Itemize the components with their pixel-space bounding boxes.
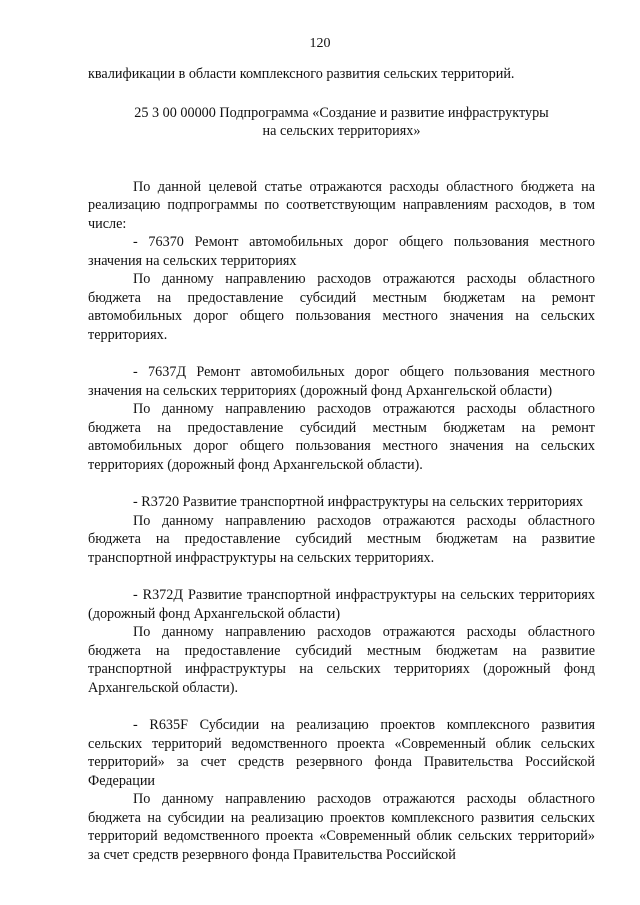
expense-item-description: По данному направлению расходов отражаются расходы областного бюджета на субсидии на реализацию проектов комплексного развития сельских территорий ведомственного проекта «Современный облик сельских территорий» за счет средств резервного фонда Правительства Российской <box>88 791 595 863</box>
expense-item-code-line: - R372Д Развитие транспортной инфраструктуры на сельских территориях (дорожный фонд Архангельской области) <box>88 587 595 622</box>
document-body <box>88 65 595 864</box>
expense-item-7637d <box>88 363 595 474</box>
expense-item-description: По данному направлению расходов отражаются расходы областного бюджета на предоставление субсидий местным бюджетам на ремонт автомобильных дорог общего пользования местного значения на сельских территориях. <box>88 271 595 343</box>
subprogram-heading-line2: на сельских территориях» <box>262 123 421 139</box>
expense-item-code-line: - 7637Д Ремонт автомобильных дорог общего пользования местного значения на сельских территориях (дорожный фонд Архангельской области) <box>88 364 595 399</box>
expense-item-code-line: - R635F Субсидии на реализацию проектов комплексного развития сельских территорий ведомственного проекта «Современный облик сельских территорий» за счет средств резервного фонда Правительства Российской Федерации <box>88 717 595 789</box>
expense-item-code-line: - R3720 Развитие транспортной инфраструктуры на сельских территориях <box>133 494 583 510</box>
expense-item-code-line: - 76370 Ремонт автомобильных дорог общего пользования местного значения на сельских территориях <box>88 234 595 269</box>
expense-item-r372d <box>88 586 595 697</box>
page-number: 120 <box>309 36 331 51</box>
continuation-paragraph: квалификации в области комплексного развития сельских территорий. <box>88 66 515 82</box>
expense-item-r635f <box>88 716 595 864</box>
expense-item-description: По данному направлению расходов отражаются расходы областного бюджета на предоставление субсидий местным бюджетам на развитие транспортной инфраструктуры на сельских территориях. <box>88 512 595 566</box>
expense-item-76370 <box>88 233 595 344</box>
intro-paragraph: По данной целевой статье отражаются расходы областного бюджета на реализацию подпрограммы по соответствующим направлениям расходов, в том числе: <box>88 178 595 232</box>
subprogram-heading <box>88 104 595 141</box>
expense-item-r3720 <box>88 493 595 567</box>
subprogram-heading-line1: 25 3 00 00000 Подпрограмма «Создание и развитие инфраструктуры <box>134 104 549 121</box>
expense-item-description: По данному направлению расходов отражаются расходы областного бюджета на предоставление субсидий местным бюджетам на ремонт автомобильных дорог общего пользования местного значения на сельских территориях (дорожный фонд Архангельской области). <box>88 401 595 473</box>
expense-item-description: По данному направлению расходов отражаются расходы областного бюджета на предоставление субсидий местным бюджетам на развитие транспортной инфраструктуры на сельских территориях (дорожный фонд Архангельской области). <box>88 624 595 696</box>
